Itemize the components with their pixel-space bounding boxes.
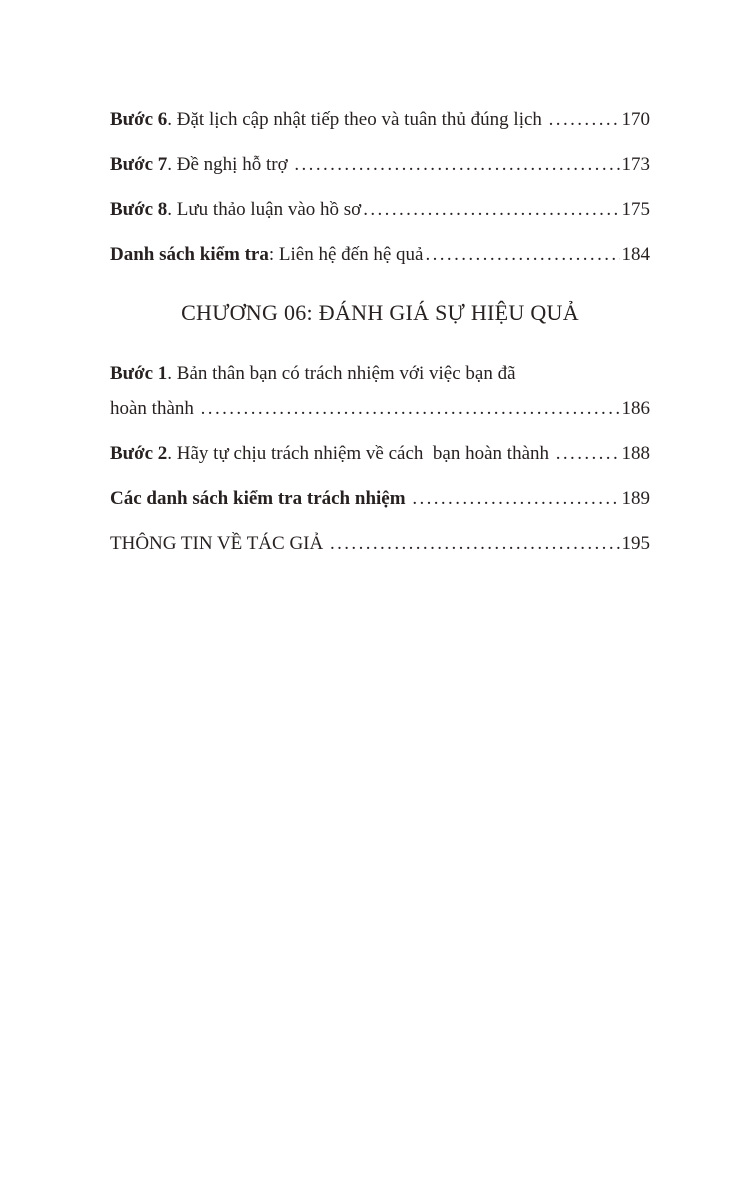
toc-entry-bold: Bước 1 (110, 363, 168, 384)
toc-entry-step-7[interactable] (110, 151, 650, 178)
toc-page-number: 173 (621, 154, 650, 175)
toc-entry-accountability-checklists[interactable] (110, 485, 650, 512)
toc-entry-step-8[interactable] (110, 196, 650, 223)
table-of-contents (110, 106, 650, 557)
toc-entry-bold: Bước 2 (110, 443, 168, 464)
toc-entry-label (110, 196, 361, 223)
toc-entry-label (110, 360, 516, 387)
dot-leader (547, 106, 620, 133)
toc-entry-step-1-line-1[interactable] (110, 360, 650, 387)
toc-entry-label (110, 485, 410, 512)
toc-page-number: 195 (621, 533, 650, 554)
toc-page-number: 175 (621, 199, 650, 220)
toc-page-number: 186 (621, 398, 650, 419)
toc-entry-label (110, 151, 292, 178)
toc-entry-step-6[interactable] (110, 106, 650, 133)
toc-entry-continuation: hoàn thành (110, 398, 199, 419)
toc-page-number: 188 (621, 443, 650, 464)
dot-leader (199, 395, 620, 422)
toc-entry-text: . Bản thân bạn có trách nhiệm với việc bạn đã (167, 363, 516, 384)
dot-leader (554, 440, 620, 467)
toc-entry-bold: Danh sách kiểm tra (110, 244, 269, 265)
toc-entry-label (110, 241, 423, 268)
toc-entry-step-2[interactable] (110, 440, 650, 467)
toc-entry-author-info[interactable] (110, 530, 650, 557)
toc-page-number: 184 (621, 244, 650, 265)
dot-leader (292, 151, 619, 178)
toc-entry-label (110, 440, 554, 467)
toc-entry-label: THÔNG TIN VỀ TÁC GIẢ (110, 533, 328, 554)
toc-entry-text: : Liên hệ đến hệ quả (268, 244, 424, 265)
toc-entry-bold: Bước 8 (110, 199, 168, 220)
dot-leader (361, 196, 619, 223)
toc-entry-label (110, 106, 547, 133)
toc-entry-text: . Lưu thảo luận vào hồ sơ (167, 199, 362, 220)
dot-leader (410, 485, 619, 512)
dot-leader (423, 241, 619, 268)
toc-entry-checklist[interactable] (110, 241, 650, 268)
chapter-heading: CHƯƠNG 06: ĐÁNH GIÁ SỰ HIỆU QUẢ (181, 300, 579, 325)
toc-page-number: 170 (621, 109, 650, 130)
toc-entry-bold: Bước 7 (110, 154, 168, 175)
dot-leader (328, 530, 620, 557)
toc-page-number: 189 (621, 488, 650, 509)
toc-entry-text: . Đặt lịch cập nhật tiếp theo và tuân thủ đúng lịch (167, 109, 547, 130)
toc-entry-text: . Đề nghị hỗ trợ (167, 154, 293, 175)
toc-entry-bold: Các danh sách kiểm tra trách nhiệm (110, 488, 411, 509)
toc-entry-text: . Hãy tự chịu trách nhiệm về cách bạn hoàn thành (167, 443, 554, 464)
toc-entry-bold: Bước 6 (110, 109, 168, 130)
toc-entry-step-1-line-2[interactable] (110, 395, 650, 422)
